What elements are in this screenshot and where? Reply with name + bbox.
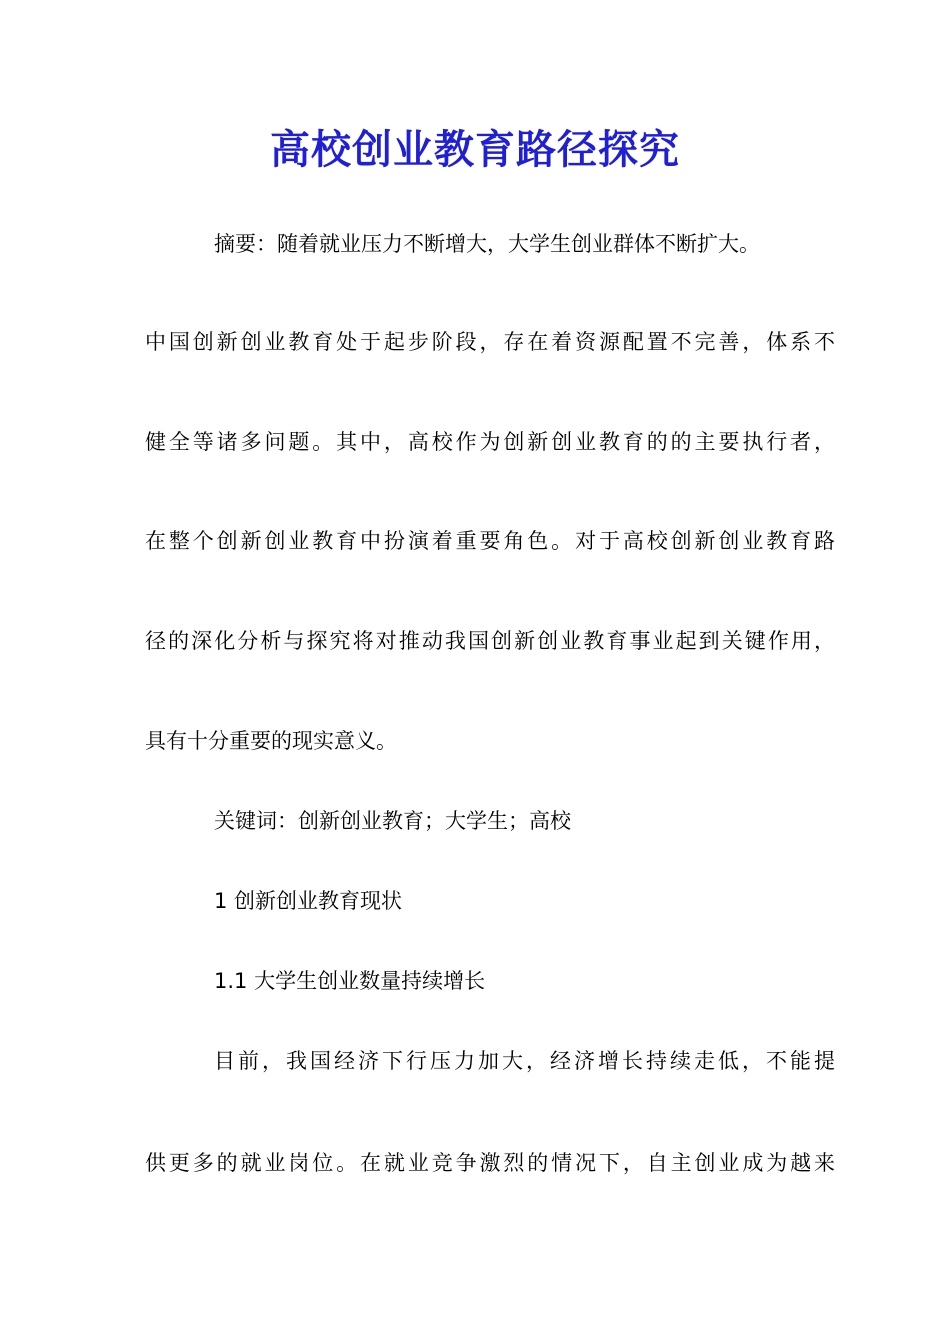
abstract-line-6: 具有十分重要的现实意义。 — [145, 729, 397, 753]
keywords-line: 关键词：创新创业教育；大学生；高校 — [214, 809, 571, 833]
abstract-line-5: 径的深化分析与探究将对推动我国创新创业教育事业起到关键作用， — [145, 629, 835, 653]
abstract-line-4: 在整个创新创业教育中扮演着重要角色。对于高校创新创业教育路 — [145, 529, 835, 553]
abstract-line-1: 摘要：随着就业压力不断增大，大学生创业群体不断扩大。 — [214, 232, 760, 256]
section-heading: 1 创新创业教育现状 — [214, 889, 403, 913]
document-title: 高校创业教育路径探究 — [270, 126, 680, 173]
body-line-2: 供更多的就业岗位。在就业竞争激烈的情况下，自主创业成为越来 — [145, 1151, 835, 1175]
subsection-heading: 1.1 大学生创业数量持续增长 — [214, 969, 486, 993]
body-line-1: 目前，我国经济下行压力加大，经济增长持续走低，不能提 — [214, 1049, 835, 1073]
abstract-line-2: 中国创新创业教育处于起步阶段，存在着资源配置不完善，体系不 — [145, 330, 835, 354]
abstract-line-3: 健全等诸多问题。其中，高校作为创新创业教育的的主要执行者， — [145, 430, 835, 454]
